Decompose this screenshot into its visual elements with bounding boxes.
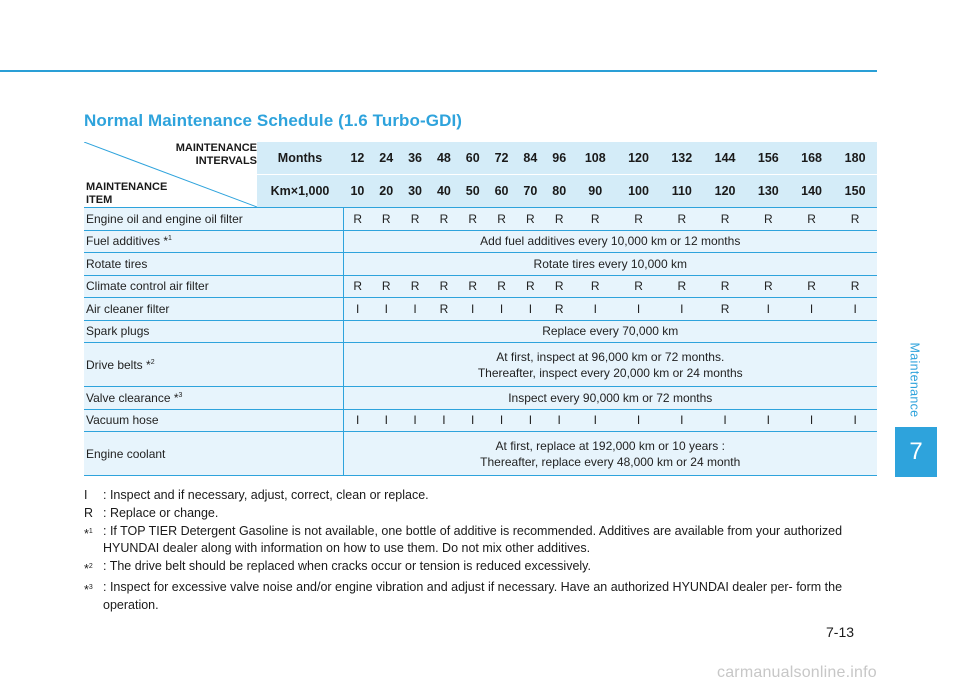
interval-action: I <box>747 409 790 432</box>
footnote-marker: 3 <box>178 391 183 399</box>
instruction-line: At first, replace at 192,000 km or 10 years : <box>495 438 725 453</box>
interval-action: I <box>790 298 833 321</box>
month-interval-7: 96 <box>545 142 574 174</box>
maintenance-item-label: Engine oil and engine oil filter <box>86 211 243 226</box>
interval-action: I <box>574 409 617 432</box>
maintenance-item-label: Rotate tires <box>86 256 148 271</box>
month-interval-5: 72 <box>487 142 516 174</box>
interval-action: I <box>372 409 401 432</box>
interval-action: R <box>574 208 617 231</box>
note-key-symbol: * <box>84 526 89 541</box>
interval-action: R <box>343 208 372 231</box>
month-interval-1: 24 <box>372 142 401 174</box>
legend-note <box>84 487 874 505</box>
maintenance-item <box>84 208 343 231</box>
maintenance-item <box>84 409 343 432</box>
km-interval-9: 100 <box>617 174 660 207</box>
interval-action: I <box>617 409 660 432</box>
schedule-row <box>84 409 877 432</box>
interval-action: R <box>747 208 790 231</box>
legend-note <box>84 505 874 523</box>
interval-instruction <box>343 320 877 343</box>
month-interval-12: 156 <box>747 142 790 174</box>
note-key-symbol: * <box>84 583 89 598</box>
maintenance-item-label: Climate control air filter <box>86 279 209 294</box>
schedule-row <box>84 320 877 343</box>
interval-action: I <box>617 298 660 321</box>
interval-action: R <box>372 275 401 298</box>
note-key <box>84 505 103 523</box>
interval-action: R <box>429 208 458 231</box>
note-text: : The drive belt should be replaced when cracks occur or tension is reduced excessively. <box>103 559 591 574</box>
maintenance-item <box>84 343 343 387</box>
interval-action: R <box>545 275 574 298</box>
note-key <box>84 558 103 579</box>
footnote-marker: 1 <box>168 235 172 243</box>
interval-action: R <box>487 208 516 231</box>
km-interval-4: 50 <box>458 174 487 207</box>
footnote-marker: 2 <box>150 358 155 366</box>
schedule-row <box>84 387 877 410</box>
interval-action: I <box>545 409 574 432</box>
interval-action: R <box>545 298 574 321</box>
note-key-symbol: R <box>84 505 94 520</box>
interval-action: I <box>343 409 372 432</box>
maintenance-item-label: Fuel additives * <box>86 234 169 249</box>
interval-instruction <box>343 343 877 387</box>
km-interval-7: 80 <box>545 174 574 207</box>
item-label <box>86 181 167 207</box>
interval-action: R <box>401 208 430 231</box>
page-number: 7-13 <box>826 624 855 640</box>
km-interval-1: 20 <box>372 174 401 207</box>
interval-action: R <box>516 275 545 298</box>
month-interval-14: 180 <box>833 142 877 174</box>
interval-action: R <box>516 208 545 231</box>
instruction-line: At first, inspect at 96,000 km or 72 months. <box>496 349 725 364</box>
interval-action: R <box>703 275 746 298</box>
interval-action: I <box>790 409 833 432</box>
item-label-line1: MAINTENANCE <box>86 181 168 193</box>
interval-action: R <box>574 275 617 298</box>
side-tab-label <box>904 340 924 420</box>
legend-note <box>84 579 874 615</box>
interval-action: I <box>516 298 545 321</box>
page-title: Normal Maintenance Schedule (1.6 Turbo-GDI) <box>84 111 463 130</box>
interval-action: R <box>487 275 516 298</box>
interval-action: I <box>660 298 703 321</box>
schedule-row <box>84 298 877 321</box>
km-interval-2: 30 <box>401 174 430 207</box>
instruction-line: Thereafter, replace every 48,000 km or 24 month <box>480 454 741 469</box>
maintenance-item <box>84 230 343 253</box>
interval-action: R <box>747 275 790 298</box>
note-text: : Replace or change. <box>103 505 219 520</box>
month-interval-3: 48 <box>429 142 458 174</box>
note-key-symbol: * <box>84 562 89 577</box>
interval-action: R <box>790 208 833 231</box>
maintenance-schedule-table <box>84 142 877 476</box>
interval-action: I <box>516 409 545 432</box>
interval-action: I <box>747 298 790 321</box>
note-key <box>84 579 103 615</box>
legend-notes <box>84 487 874 615</box>
maintenance-item <box>84 275 343 298</box>
note-key-symbol: I <box>84 488 88 502</box>
interval-action: R <box>401 275 430 298</box>
interval-action: I <box>401 298 430 321</box>
interval-action: I <box>487 298 516 321</box>
intervals-label-line2: INTERVALS <box>195 155 257 167</box>
header-row-months <box>84 142 877 174</box>
maintenance-item-label: Air cleaner filter <box>86 301 170 316</box>
interval-action: R <box>660 208 703 231</box>
month-interval-13: 168 <box>790 142 833 174</box>
side-tab-label-text: Maintenance <box>907 342 922 418</box>
maintenance-item <box>84 320 343 343</box>
footnote-marker: 1 <box>88 527 93 535</box>
footnote-marker: 3 <box>88 584 93 592</box>
note-text: : Inspect for excessive valve noise and/or engine vibration and adjust if necessary. Have an authorized HYUNDAI dealer per- form the operation. <box>103 580 843 612</box>
instruction-line: Rotate tires every 10,000 km <box>533 256 687 271</box>
maintenance-item <box>84 253 343 276</box>
month-interval-2: 36 <box>401 142 430 174</box>
footnote-marker: 2 <box>88 563 93 571</box>
km-interval-11: 120 <box>703 174 746 207</box>
months-label: Months <box>257 142 343 174</box>
month-interval-11: 144 <box>703 142 746 174</box>
maintenance-item <box>84 387 343 410</box>
km-interval-0: 10 <box>343 174 372 207</box>
interval-instruction <box>343 432 877 476</box>
note-key <box>84 523 103 559</box>
maintenance-item-label: Spark plugs <box>86 324 150 339</box>
watermark: carmanualsonline.info <box>717 664 877 681</box>
interval-action: R <box>617 208 660 231</box>
schedule-row <box>84 432 877 476</box>
interval-action: R <box>429 275 458 298</box>
schedule-row <box>84 253 877 276</box>
maintenance-item-label: Engine coolant <box>86 446 166 461</box>
interval-action: I <box>458 409 487 432</box>
side-tab-chapter <box>895 427 937 477</box>
month-interval-6: 84 <box>516 142 545 174</box>
note-key <box>84 487 103 505</box>
maintenance-item-label: Drive belts * <box>86 357 151 372</box>
interval-action: R <box>545 208 574 231</box>
instruction-line: Replace every 70,000 km <box>542 324 679 339</box>
schedule-row <box>84 208 877 231</box>
note-text: : If TOP TIER Detergent Gasoline is not available, one bottle of additive is recommended. Additives are available from your authorized HYUNDAI dealer along with information on how to use them. Do not mix other additives. <box>103 523 843 556</box>
instruction-line: Add fuel additives every 10,000 km or 12 months <box>480 234 741 249</box>
interval-action: R <box>343 275 372 298</box>
interval-action: R <box>833 275 877 298</box>
note-text: : Inspect and if necessary, adjust, correct, clean or replace. <box>103 488 429 502</box>
interval-action: R <box>458 208 487 231</box>
top-rule <box>0 70 877 72</box>
instruction-line: Thereafter, inspect every 20,000 km or 24 months <box>477 365 743 380</box>
interval-instruction <box>343 230 877 253</box>
km-interval-8: 90 <box>574 174 617 207</box>
interval-action: I <box>833 298 877 321</box>
interval-action: R <box>703 298 746 321</box>
month-interval-0: 12 <box>343 142 372 174</box>
interval-action: I <box>703 409 746 432</box>
schedule-row <box>84 343 877 387</box>
interval-action: I <box>401 409 430 432</box>
km-interval-3: 40 <box>429 174 458 207</box>
km-interval-10: 110 <box>660 174 703 207</box>
header-corner <box>84 142 257 208</box>
month-interval-4: 60 <box>458 142 487 174</box>
maintenance-item <box>84 432 343 476</box>
month-interval-8: 108 <box>574 142 617 174</box>
month-interval-10: 132 <box>660 142 703 174</box>
interval-action: I <box>660 409 703 432</box>
legend-note <box>84 558 874 579</box>
intervals-label-line1: MAINTENANCE <box>175 142 257 154</box>
legend-note <box>84 523 874 559</box>
interval-action: R <box>429 298 458 321</box>
interval-action: R <box>660 275 703 298</box>
maintenance-item <box>84 298 343 321</box>
intervals-label <box>176 142 257 168</box>
km-interval-14: 150 <box>833 174 877 207</box>
km-label: Km×1,000 <box>257 174 343 207</box>
interval-action: I <box>429 409 458 432</box>
schedule-row <box>84 230 877 253</box>
interval-action: R <box>617 275 660 298</box>
instruction-line: Inspect every 90,000 km or 72 months <box>508 390 713 405</box>
km-interval-6: 70 <box>516 174 545 207</box>
km-interval-5: 60 <box>487 174 516 207</box>
interval-action: I <box>487 409 516 432</box>
interval-action: I <box>833 409 877 432</box>
km-interval-12: 130 <box>747 174 790 207</box>
item-label-line2: ITEM <box>86 194 113 206</box>
interval-action: I <box>372 298 401 321</box>
maintenance-item-label: Vacuum hose <box>86 413 159 428</box>
interval-action: I <box>574 298 617 321</box>
interval-instruction <box>343 387 877 410</box>
month-interval-9: 120 <box>617 142 660 174</box>
interval-action: R <box>458 275 487 298</box>
interval-action: I <box>458 298 487 321</box>
km-interval-13: 140 <box>790 174 833 207</box>
schedule-row <box>84 275 877 298</box>
interval-instruction <box>343 253 877 276</box>
interval-action: R <box>833 208 877 231</box>
side-tab-number: 7 <box>909 438 923 465</box>
interval-action: R <box>790 275 833 298</box>
interval-action: I <box>343 298 372 321</box>
interval-action: R <box>703 208 746 231</box>
maintenance-item-label: Valve clearance * <box>86 390 179 405</box>
interval-action: R <box>372 208 401 231</box>
